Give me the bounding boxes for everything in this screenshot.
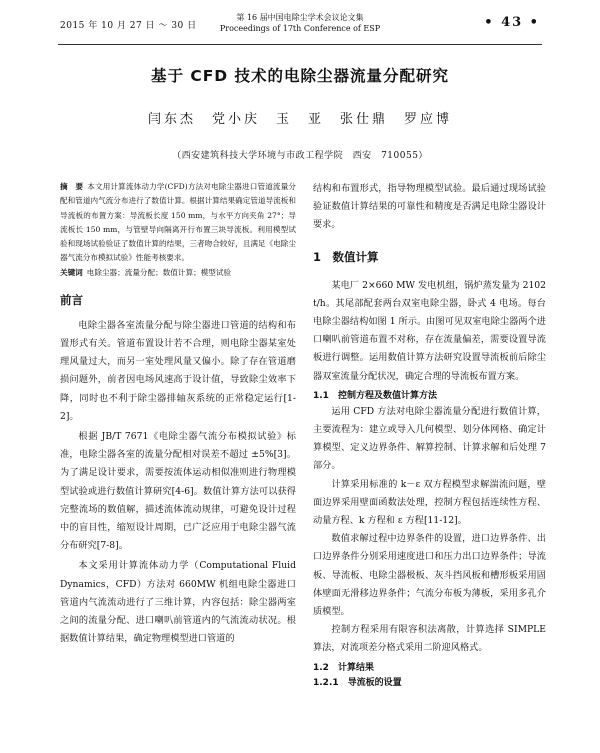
abstract-text: 本文用计算流体动力学(CFD)方法对电除尘器进口管道流量分配和管道内气流分布进行了数值计算。根据计算结果确定管道导流板和导流板的布置方案：导流板长度 150 mm，与水平方向夹角 27°；导流板长 150 mm，与管壁导向隔离开行布置三块导流板。利用模型试验和现场试验验证了数值计算的结果，三者吻合较好，且满足《电除尘器气流分布模拟试验》性能考核要求。 — [60, 182, 297, 263]
keywords — [60, 266, 296, 280]
abstract — [60, 180, 296, 266]
running-header — [0, 8, 600, 44]
subsection-1-2-heading: 1.2 计算结果 — [313, 662, 374, 673]
paper-authors: 闫东杰 党小庆 玉 亚 张仕鼎 罗应博 — [147, 112, 452, 127]
header-rule — [58, 44, 542, 45]
body-paragraph: 某电厂 2×660 MW 发电机组，锅炉蒸发量为 2102 t/h。其尾部配套两台双室电除尘器，卧式 4 电场。每台电除尘器结构如图 1 所示。由图可见双室电除尘器两个进口喇叭前管道布置不对称，存在流量偏差，需要设置导流板进行调整。运用数值计算方法研究设置导流板前后除尘器双室流量分配状况，确定合理的导流板布置方案。 — [313, 279, 546, 382]
right-column — [313, 180, 546, 690]
body-paragraph: 根据 JB/T 7671《电除尘器气流分布模拟试验》标准，电除尘器各室的流量分配相对误差不超过 ±5%[3]。为了满足设计要求，需要按流体运动相似准则进行物理模型试验或进行数值计算研究[4-6]。数值计算方法可以获得完整流场的数值解，描述流体流动规律，可避免设计过程中的盲目性，缩短设计周期，已广泛应用于电除尘器气流分布研究[7-8]。 — [60, 431, 296, 552]
header-page-number: • 43 • — [484, 15, 540, 30]
header-conference — [180, 12, 420, 34]
keywords-label: 关键词 — [60, 267, 83, 277]
body-paragraph: 本文采用计算流体动力学（Computational Fluid Dynamics，CFD）方法对 660MW 机组电除尘器进口管道内气流流动进行了三维计算，内容包括：除尘器两室之间的流量分配、进口喇叭前管道内的气流流动状况。根据数值计算结果，确定物理模型进口管道的 — [60, 560, 296, 645]
body-paragraph: 控制方程采用有限容积法离散，计算选择 SIMPLE 算法，对流项差分格式采用二阶迎风格式。 — [313, 624, 546, 654]
keywords-text: 电除尘器；流量分配；数值计算；模型试验 — [86, 267, 232, 277]
header-conference-cn: 第 16 届中国电除尘学术会议论文集 — [236, 13, 364, 22]
abstract-label: 摘 要 — [60, 182, 84, 191]
body-paragraph: 运用 CFD 方法对电除尘器流量分配进行数值计算，主要流程为：建立或导入几何模型、划分体网格、确定计算模型、定义边界条件、解算控制、计算求解和后处理 7 部分。 — [313, 405, 546, 472]
section-foreword-heading: 前言 — [60, 292, 83, 307]
body-paragraph: 计算采用标准的 k－ε 双方程模型求解湍流问题，壁面边界采用壁面函数法处理，控制方程包括连续性方程、动量方程、k 方程和 ε 方程[11-12]。 — [313, 478, 546, 527]
paper-affiliation: （西安建筑科技大学环境与市政工程学院 西安 710055） — [172, 151, 428, 161]
body-paragraph: 结构和布置形式，指导物理模型试验。最后通过现场试验验证数值计算结果的可靠性和精度是否满足电除尘器设计要求。 — [313, 183, 546, 231]
header-date: 2015 年 10 月 27 日 ～ 30 日 — [60, 21, 197, 31]
paper-title: 基于 CFD 技术的电除尘器流量分配研究 — [150, 67, 450, 85]
subsection-1-2-1-heading: 1.2.1 导流板的设置 — [313, 677, 402, 688]
body-paragraph: 数值求解过程中边界条件的设置，进口边界条件、出口边界条件分别采用速度进口和压力出口边界条件；导流板、导流板、电除尘器极板、灰斗挡风板和槽形板采用固体壁面无滑移边界条件；气流分布板为薄板，采用多孔介质模型。 — [313, 533, 546, 618]
subsection-1-1-heading: 1.1 控制方程及数值计算方法 — [313, 390, 437, 401]
left-column — [60, 180, 296, 648]
section-1-heading: 1 数值计算 — [313, 249, 379, 264]
header-conference-en: Proceedings of 17th Conference of ESP — [219, 24, 381, 33]
body-paragraph: 电除尘器各室流量分配与除尘器进口管道的结构和布置形式有关。管道布置设计若不合理，则电除尘器某室处理风量过大，而另一室处理风量又偏小。除了存在管道磨损问题外，前者因电场风速高于设计值，导致除尘效率下降，同时也不利于除尘器排轴灰系统的正常稳定运行[1-2]。 — [60, 319, 296, 422]
